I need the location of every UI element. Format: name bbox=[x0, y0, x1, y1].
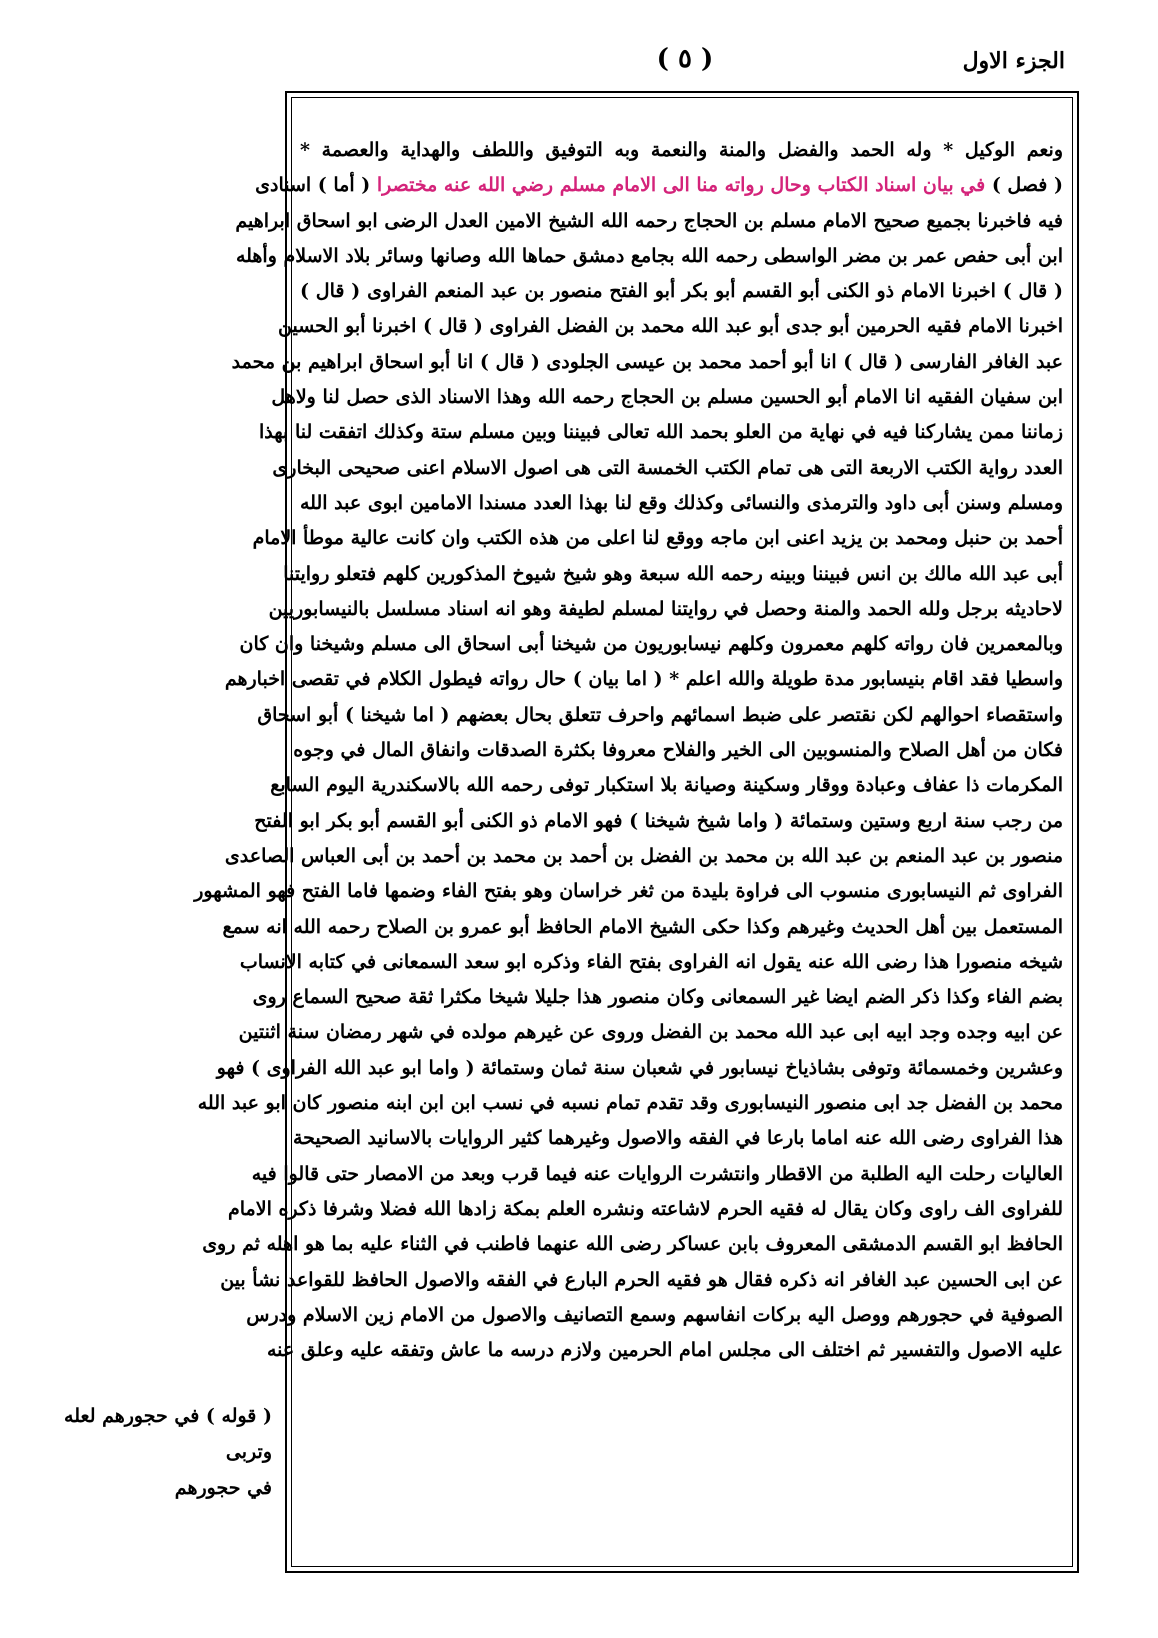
text-line: اخبرنا الامام فقيه الحرمين أبو جدى أبو عبد الله محمد بن الفضل الفراوى ( قال ) اخبرنا أبو الحسين bbox=[278, 315, 1063, 338]
text-line: زماننا ممن يشاركنا فيه في نهاية من العلو بحمد الله تعالى فبيننا وبين مسلم ستة وكذلك اتفقت لنا بهذا bbox=[259, 421, 1063, 444]
text-line: الصوفية في حجورهم ووصل اليه بركات انفاسهم وسمع التصانيف والاصول من الامام زين الاسلام ودرس bbox=[246, 1303, 1063, 1326]
margin-note-line: ( قوله ) في حجورهم لعله وتربى bbox=[64, 1405, 272, 1463]
text-line: أحمد بن حنبل ومحمد بن يزيد اعنى ابن ماجه ووقع لنا اعلى من هذه الكتب وان كانت عالية موطأ الامام bbox=[252, 527, 1063, 550]
text-line: العدد رواية الكتب الاربعة التى هى تمام الكتب الخمسة التى هى اصول الاسلام اعنى صحيحى البخارى bbox=[272, 456, 1063, 479]
text-line: ونعم الوكيل * وله الحمد والفضل والمنة والنعمة وبه التوفيق واللطف والهداية والعصمة * bbox=[300, 139, 1063, 161]
text-line: واسطيا فقد اقام بنيسابور مدة طويلة والله اعلم * ( اما بيان ) حال رواته فيطول الكلام في تقصى اخبارهم bbox=[224, 668, 1063, 691]
page-number: ( ٥ ) bbox=[656, 44, 714, 74]
section-label: ( فصل ) bbox=[991, 174, 1063, 197]
text-line: شيخه منصورا هذا رضى الله عنه يقول انه الفراوى بفتح الفاء وذكره ابو سعد السمعانى في كتابه الانساب bbox=[239, 950, 1063, 973]
text-line: محمد بن الفضل جد ابى منصور النيسابورى وقد تقدم تمام نسبه في نسب ابن ابن ابنه منصور كان ابو عبد الله bbox=[197, 1092, 1063, 1115]
page-header bbox=[285, 44, 1085, 84]
text-line: هذا الفراوى رضى الله عنه اماما بارعا في الفقه والاصول وغيرهما كثير الروايات بالاسانيد الصحيحة bbox=[292, 1127, 1063, 1150]
text-line: عليه الاصول والتفسير ثم اختلف الى مجلس امام الحرمين ولازم درسه ما عاش وتفقه عليه وعلق عنه bbox=[266, 1339, 1063, 1362]
text-line: للفراوى الف راوى وكان يقال له فقيه الحرم لاشاعته ونشره العلم بمكة زادها الله فضلا وشرفا ذكره الامام bbox=[228, 1197, 1063, 1220]
text-line: عبد الغافر الفارسى ( قال ) انا أبو أحمد محمد بن عيسى الجلودى ( قال ) انا أبو اسحاق ابراهيم بن محمد bbox=[231, 350, 1063, 373]
text-line: لاحاديثه برجل ولله الحمد والمنة وحصل في روايتنا لمسلم لطيفة وهو انه اسناد مسلسل بالنيسابوريين bbox=[268, 597, 1063, 620]
text-line: ابن أبى حفص عمر بن مضر الواسطى رحمه الله بجامع دمشق حماها الله وصانها وسائر بلاد الاسلام وأهله bbox=[235, 244, 1063, 267]
text-line: المستعمل بين أهل الحديث وغيرهم وكذا حكى الشيخ الامام الحافظ أبو عمرو بن الصلاح رحمه الله انه سمع bbox=[222, 915, 1063, 938]
text-line: ( قال ) اخبرنا الامام ذو الكنى أبو القسم أبو بكر أبو الفتح منصور بن عبد المنعم الفراوى ( قال ) bbox=[300, 280, 1063, 303]
text-line: فيه فاخبرنا بجميع صحيح الامام مسلم بن الحجاج رحمه الله الشيخ الامين العدل الرضى ابو اسحاق ابراهيم bbox=[235, 209, 1063, 232]
main-text-body bbox=[194, 133, 1063, 1548]
margin-note bbox=[40, 1398, 272, 1506]
text-line: بضم الفاء وكذا ذكر الضم ايضا غير السمعانى وكان منصور هذا جليلا شيخا مكثرا ثقة صحيح السماع روى bbox=[252, 986, 1063, 1009]
text-line: فكان من أهل الصلاح والمنسوبين الى الخير والفلاح معروفا بكثرة الصدقات وانفاق المال في وجوه bbox=[293, 739, 1063, 762]
section-heading: في بيان اسناد الكتاب وحال رواته منا الى الامام مسلم رضي الله عنه مختصرا bbox=[376, 174, 986, 197]
text-line: منصور بن عبد المنعم بن عبد الله بن محمد بن الفضل بن أحمد بن محمد بن أحمد بن أبى العباس الصاعدى bbox=[224, 844, 1063, 867]
text-line: الفراوى ثم النيسابورى منسوب الى فراوة بليدة من ثغر خراسان وهو بفتح الفاء وضمها فاما الفتح فهو المشهور bbox=[194, 880, 1063, 903]
text-line: عن ابى الحسين عبد الغافر انه ذكره فقال هو فقيه الحرم البارع في الفقه والاصول الحافظ للقواعد نشأ بين bbox=[220, 1268, 1063, 1291]
text-line: عن ابيه وجده وجد ابيه ابى عبد الله محمد بن الفضل وروى عن غيرهم مولده في شهر رمضان سنة اثنتين bbox=[238, 1021, 1063, 1044]
section-heading-line bbox=[255, 168, 1063, 203]
text-line: وبالمعمرين فان رواته كلهم معمرون وكلهم نيسابوريون من شيخنا أبى اسحاق الى مسلم وشيخنا وان كان bbox=[239, 633, 1063, 656]
text-line: أبى عبد الله مالك بن انس فبيننا وبينه رحمه الله سبعة وهو شيخ شيوخ المذكورين كلهم فتعلو روايتنا bbox=[283, 562, 1063, 585]
text-line: العاليات رحلت اليه الطلبة من الاقطار وانتشرت الروايات عنه فيما قرب وبعد من الامصار حتى قالوا فيه bbox=[251, 1162, 1063, 1185]
text-line: من رجب سنة اربع وستين وستمائة ( واما شيخ شيخنا ) فهو الامام ذو الكنى أبو القسم أبو بكر ابو الفتح bbox=[254, 809, 1063, 832]
part-title: الجزء الاول bbox=[962, 48, 1065, 74]
margin-note-line: في حجورهم bbox=[174, 1477, 272, 1499]
text-line: المكرمات ذا عفاف وعبادة ووقار وسكينة وصيانة بلا استكبار توفى رحمه الله بالاسكندرية اليوم السابع bbox=[270, 774, 1063, 797]
section-heading-continuation: ( أما ) اسنادى bbox=[255, 174, 371, 197]
text-line: واستقصاء احوالهم لكن نقتصر على ضبط اسمائهم واحرف تتعلق بحال بعضهم ( اما شيخنا ) أبو اسحاق bbox=[257, 703, 1063, 726]
text-line: ابن سفيان الفقيه انا الامام أبو الحسين مسلم بن الحجاج رحمه الله وهذا الاسناد الذى حصل لنا ولاهل bbox=[271, 386, 1063, 409]
text-line: الحافظ ابو القسم الدمشقى المعروف بابن عساكر رضى الله عنهما فاطنب في الثناء عليه بما هو اهله ثم روى bbox=[202, 1233, 1063, 1256]
text-line: ومسلم وسنن أبى داود والترمذى والنسائى وكذلك وقع لنا بهذا العدد مسندا الامامين ابوى عبد الله bbox=[300, 491, 1063, 514]
text-line: وعشرين وخمسمائة وتوفى بشاذياخ نيسابور في شعبان سنة ثمان وستمائة ( واما ابو عبد الله الفراوى ) فهو bbox=[216, 1056, 1063, 1079]
